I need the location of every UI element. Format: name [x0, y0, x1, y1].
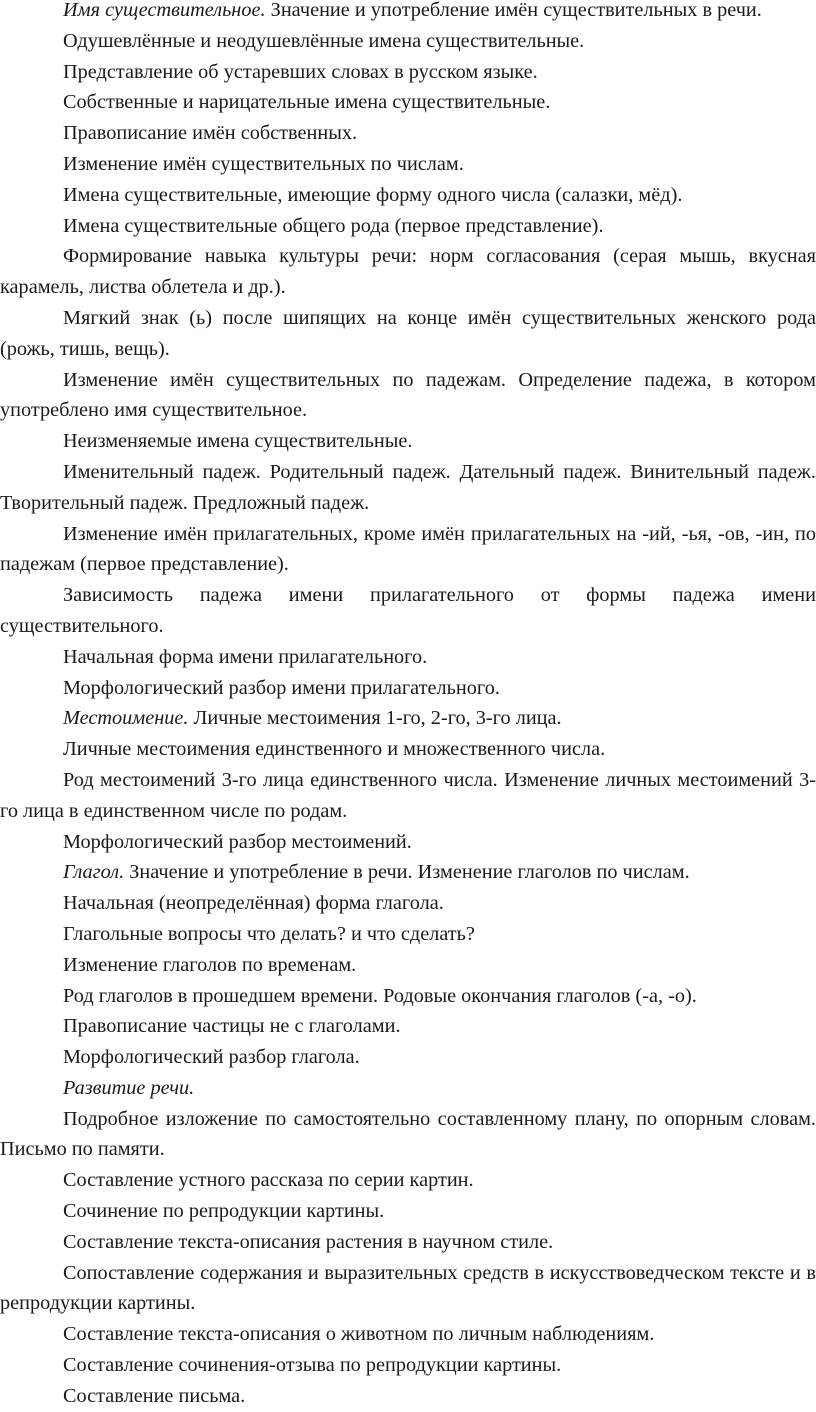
paragraph — [0, 1350, 816, 1381]
paragraph-text: Имена существительные общего рода (первое представление). — [63, 214, 604, 237]
paragraph-text: Правописание имён собственных. — [63, 122, 358, 145]
paragraph — [0, 734, 816, 765]
paragraph — [0, 1165, 816, 1196]
paragraph-text: Подробное изложение по самостоятельно составленному плану, по опорным словам. Письмо по памяти. — [0, 1107, 816, 1161]
paragraph — [0, 180, 816, 211]
paragraph — [0, 519, 816, 581]
paragraph — [0, 1258, 816, 1320]
paragraph — [0, 87, 816, 118]
paragraph-text: Начальная (неопределённая) форма глагола. — [63, 892, 444, 915]
paragraph — [0, 57, 816, 88]
paragraph — [0, 950, 816, 981]
section-heading: Глагол. — [63, 861, 125, 884]
paragraph — [0, 303, 816, 365]
paragraph — [0, 118, 816, 149]
paragraph-text: Составление сочинения-отзыва по репродукции картины. — [63, 1354, 562, 1377]
paragraph — [0, 211, 816, 242]
paragraph-text: Представление об устаревших словах в русском языке. — [63, 60, 538, 83]
paragraph-text: Сопоставление содержания и выразительных средств в искусствоведческом тексте и в репродукции картины. — [0, 1261, 816, 1315]
paragraph-text: Зависимость падежа имени прилагательного от формы падежа имени существительного. — [0, 584, 816, 637]
paragraph-text: Мягкий знак (ь) после шипящих на конце имён существительных женского рода (рожь, тишь, вещь). — [0, 306, 816, 360]
paragraph-text: Составление письма. — [63, 1384, 246, 1407]
paragraph — [0, 888, 816, 919]
paragraph-text: Составление устного рассказа по серии картин. — [63, 1169, 474, 1192]
paragraph-text: Личные местоимения единственного и множественного числа. — [63, 738, 606, 761]
paragraph-text: Морфологический разбор имени прилагательного. — [63, 676, 500, 699]
paragraph-text: Составление текста-описания растения в научном стиле. — [63, 1230, 554, 1253]
paragraph-text: Сочинение по репродукции картины. — [63, 1200, 385, 1223]
paragraph — [0, 1227, 816, 1258]
section-heading: Развитие речи. — [63, 1076, 195, 1099]
paragraph — [0, 149, 816, 180]
paragraph — [0, 703, 816, 734]
paragraph — [0, 1319, 816, 1350]
paragraph-text: Глагольные вопросы что делать? и что сделать? — [63, 922, 475, 945]
paragraph — [0, 1042, 816, 1073]
paragraph-text: Правописание частицы не с глаголами. — [63, 1015, 401, 1038]
paragraph — [0, 0, 816, 26]
paragraph — [0, 1073, 816, 1104]
paragraph-text: Формирование навыка культуры речи: норм согласования (серая мышь, вкусная карамель, листва облетела и др.). — [0, 245, 816, 299]
paragraph-text: Значение и употребление имён существительных в речи. — [265, 0, 762, 21]
paragraph — [0, 580, 816, 642]
paragraph-text: Изменение имён существительных по падежам. Определение падежа, в котором употреблено имя существительное. — [0, 368, 816, 422]
paragraph-text: Составление текста-описания о животном по личным наблюдениям. — [63, 1323, 655, 1346]
paragraph — [0, 1196, 816, 1227]
paragraph — [0, 457, 816, 519]
paragraph — [0, 642, 816, 673]
paragraph — [0, 1011, 816, 1042]
paragraph — [0, 426, 816, 457]
paragraph-text: Морфологический разбор местоимений. — [63, 830, 412, 853]
paragraph-text: Морфологический разбор глагола. — [63, 1046, 360, 1069]
paragraph-text: Изменение имён прилагательных, кроме имён прилагательных на -ий, -ья, -ов, -ин, по падежам (первое представление). — [0, 522, 816, 576]
paragraph-text: Значение и употребление в речи. Изменение глаголов по числам. — [124, 861, 690, 884]
section-heading: Местоимение. — [63, 707, 189, 730]
paragraph — [0, 26, 816, 57]
paragraph-text: Одушевлённые и неодушевлённые имена существительные. — [63, 29, 585, 52]
paragraph-text: Имена существительные, имеющие форму одного числа (салазки, мёд). — [63, 183, 683, 206]
paragraph — [0, 365, 816, 427]
paragraph — [0, 857, 816, 888]
paragraph-text: Неизменяемые имена существительные. — [63, 430, 413, 453]
paragraph — [0, 827, 816, 858]
paragraph-text: Изменение глаголов по временам. — [63, 953, 357, 976]
paragraph — [0, 981, 816, 1012]
paragraph — [0, 673, 816, 704]
paragraph-text: Начальная форма имени прилагательного. — [63, 645, 428, 668]
paragraph-text: Род глаголов в прошедшем времени. Родовые окончания глаголов (-а, -о). — [63, 984, 697, 1007]
paragraph — [0, 1104, 816, 1166]
paragraph — [0, 1381, 816, 1412]
paragraph-text: Изменение имён существительных по числам. — [63, 152, 464, 175]
paragraph — [0, 765, 816, 827]
paragraph — [0, 919, 816, 950]
section-heading: Имя существительное. — [63, 0, 266, 21]
paragraph — [0, 241, 816, 303]
paragraph-text: Личные местоимения 1-го, 2-го, 3-го лица. — [188, 707, 562, 730]
paragraph-text: Род местоимений 3-го лица единственного числа. Изменение личных местоимений 3-го лица в единственном числе по родам. — [0, 768, 816, 822]
paragraph-text: Именительный падеж. Родительный падеж. Дательный падеж. Винительный падеж. Творительный падеж. Предложный падеж. — [0, 460, 816, 514]
paragraph-text: Собственные и нарицательные имена существительные. — [63, 91, 551, 114]
